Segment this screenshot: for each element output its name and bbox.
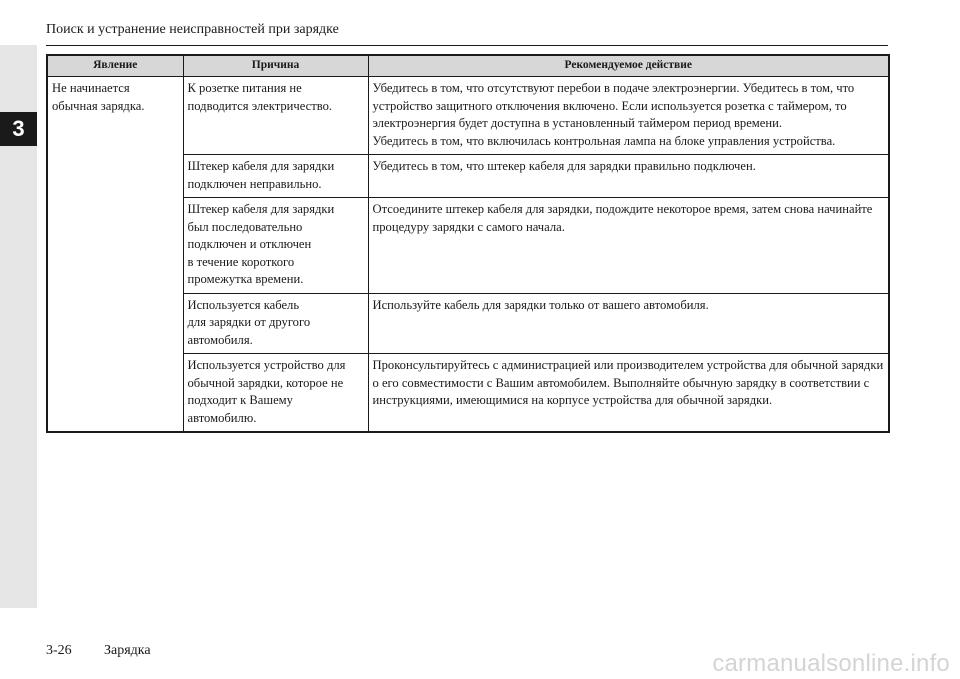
table-header-row xyxy=(47,55,889,77)
column-header-symptom: Явление xyxy=(47,55,183,77)
cause-cell: Используется кабель для зарядки от другого автомобиля. xyxy=(183,293,368,354)
troubleshooting-table xyxy=(46,54,890,433)
symptom-cell: Не начинается обычная зарядка. xyxy=(47,77,183,433)
section-name: Зарядка xyxy=(104,643,151,658)
action-cell: Отсоедините штекер кабеля для зарядки, подождите некоторое время, затем снова начинайте процедуру зарядки с самого начала. xyxy=(368,198,889,294)
column-header-action: Рекомендуемое действие xyxy=(368,55,889,77)
cause-cell: Используется устройство для обычной зарядки, которое не подходит к Вашему автомобилю. xyxy=(183,354,368,433)
table-row xyxy=(47,77,889,155)
action-cell: Используйте кабель для зарядки только от вашего автомобиля. xyxy=(368,293,889,354)
chapter-tab: 3 xyxy=(0,112,37,146)
action-cell: Проконсультируйтесь с администрацией или производителем устройства для обычной зарядки о его совместимости с Вашим автомобилем. Выполняйте обычную зарядку в соответствии с инструкциями, имеющимися на корпусе устройства для обычной зарядки. xyxy=(368,354,889,433)
column-header-cause: Причина xyxy=(183,55,368,77)
cause-cell: К розетке питания не подводится электричество. xyxy=(183,77,368,155)
action-cell: Убедитесь в том, что штекер кабеля для зарядки правильно подключен. xyxy=(368,155,889,198)
page-header-title: Поиск и устранение неисправностей при зарядке xyxy=(46,22,339,37)
cause-cell: Штекер кабеля для зарядки был последовательно подключен и отключен в течение короткого промежутка времени. xyxy=(183,198,368,294)
cause-cell: Штекер кабеля для зарядки подключен неправильно. xyxy=(183,155,368,198)
action-cell: Убедитесь в том, что отсутствуют перебои в подаче электроэнергии. Убедитесь в том, что устройство защитного отключения включено. Если используется розетка с таймером, то электроэнергия будет доступна в установленный таймером период времени. Убедитесь в том, что включилась контрольная лампа на блоке управления устройства. xyxy=(368,77,889,155)
header-divider xyxy=(46,45,888,46)
watermark: carmanualsonline.info xyxy=(712,650,950,677)
page-number: 3-26 xyxy=(46,643,72,658)
